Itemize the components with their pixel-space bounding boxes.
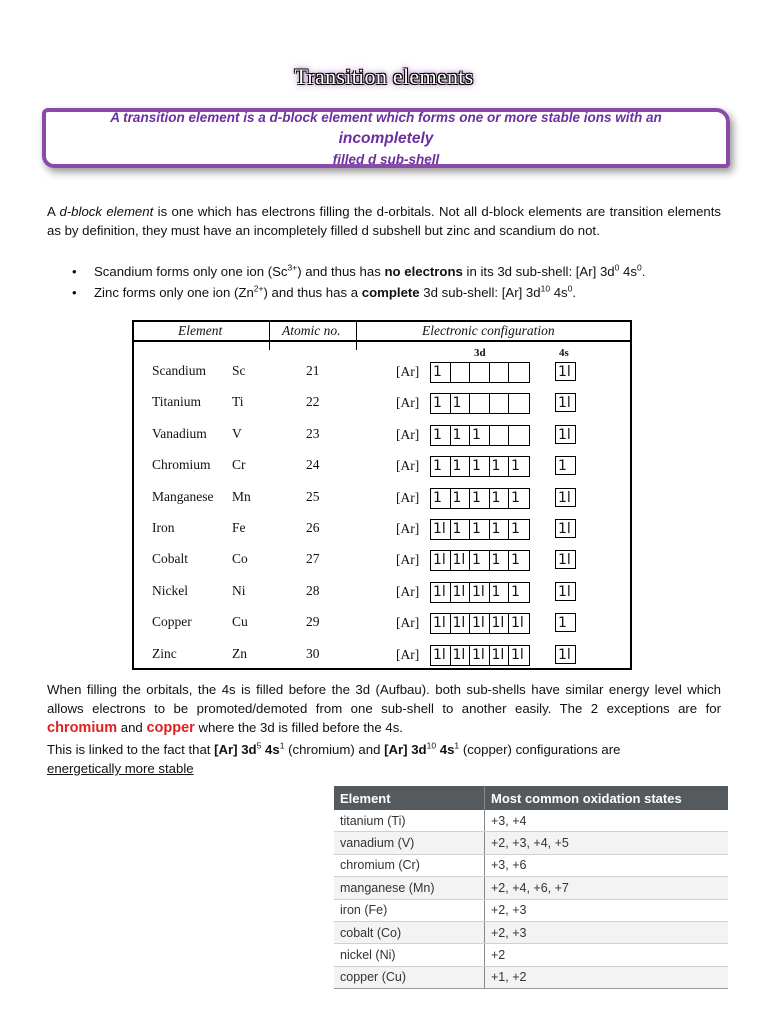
header-element: Element xyxy=(334,786,485,810)
oxidation-cell: +3, +4 xyxy=(485,810,729,832)
atomic-number: 28 xyxy=(306,582,320,598)
orbital-3d-box: 1l xyxy=(490,646,510,665)
element-cell: manganese (Mn) xyxy=(334,877,485,899)
orbital-3d-box: 1 xyxy=(451,394,471,413)
linked-s3: 10 xyxy=(426,740,437,751)
oxidation-row xyxy=(334,877,728,899)
linked-s2: 1 xyxy=(279,740,285,751)
orbital-3d-box xyxy=(470,394,490,413)
orbital-3d-box xyxy=(509,394,529,413)
oxidation-cell: +3, +6 xyxy=(485,854,729,876)
header-rule xyxy=(134,340,630,342)
orbital-3d-box: 1l xyxy=(451,646,471,665)
orbital-4s-box: 1l xyxy=(555,645,576,664)
definition-part2: filled d sub-shell xyxy=(332,151,440,167)
intro-a: A xyxy=(47,204,60,219)
linked-line2 xyxy=(47,759,307,778)
oxidation-row xyxy=(334,944,728,966)
orbital-3d-box: 1l xyxy=(431,646,451,665)
atomic-number: 27 xyxy=(306,551,320,567)
page-title: Transition elements xyxy=(294,64,474,89)
electron-configuration-table xyxy=(132,320,632,670)
b2-sup: 2+ xyxy=(253,283,264,294)
linked-s4b: 4s xyxy=(436,742,455,757)
bullet-list xyxy=(70,261,710,303)
element-name: Nickel xyxy=(152,582,188,598)
orbital-4s-box: 1l xyxy=(555,425,576,444)
config-row xyxy=(134,391,630,415)
orbital-3d-box: 1 xyxy=(431,426,451,445)
element-name: Titanium xyxy=(152,394,202,410)
linked-ar2: [Ar] 3d xyxy=(384,742,427,757)
orbital-3d-box: 1 xyxy=(490,551,510,570)
oxidation-states-table xyxy=(334,786,728,989)
filling-p2: where the 3d is filled before the 4s. xyxy=(194,720,403,735)
element-name: Chromium xyxy=(152,457,211,473)
argon-core: [Ar] xyxy=(396,646,420,662)
orbital-3d-box: 1 xyxy=(451,520,471,539)
element-cell: vanadium (V) xyxy=(334,832,485,854)
orbital-3d-box xyxy=(490,394,510,413)
orbital-3d-box: 1 xyxy=(431,394,451,413)
element-cell: cobalt (Co) xyxy=(334,921,485,943)
orbital-3d-boxes xyxy=(430,393,530,414)
definition-part1: A transition element is a d-block element which forms one or more stable ions with an xyxy=(110,109,662,125)
atomic-number: 26 xyxy=(306,520,320,535)
orbital-3d-box: 1l xyxy=(431,551,451,570)
linked-b: (chromium) and xyxy=(284,742,385,757)
header-atomic-no: Atomic no. xyxy=(282,323,341,338)
element-name: Scandium xyxy=(152,363,206,378)
orbital-3d-box: 1 xyxy=(470,551,490,570)
orbital-3d-box xyxy=(490,363,510,382)
argon-core: [Ar] xyxy=(396,458,420,474)
oxidation-cell: +2, +3 xyxy=(485,899,729,921)
oxidation-row xyxy=(334,899,728,921)
header-3d: 3d xyxy=(474,347,486,359)
b2-s1: 10 xyxy=(540,283,551,294)
element-name: Zinc xyxy=(152,645,177,661)
definition-box xyxy=(42,108,730,168)
element-cell: titanium (Ti) xyxy=(334,810,485,832)
orbital-3d-box xyxy=(451,363,471,382)
oxidation-cell: +2 xyxy=(485,944,729,966)
oxidation-row xyxy=(334,832,728,854)
element-symbol: Ni xyxy=(232,582,246,598)
d-block-term: d-block element xyxy=(59,204,154,219)
orbital-3d-box: 1 xyxy=(431,457,451,476)
orbital-3d-boxes xyxy=(430,362,530,383)
orbital-3d-box xyxy=(509,426,529,445)
b2-mid: ) and thus has a xyxy=(263,285,362,300)
orbital-3d-boxes xyxy=(430,456,530,477)
orbital-3d-box: 1 xyxy=(431,489,451,508)
b2-pre: Zinc forms only one ion (Zn xyxy=(94,285,254,300)
orbital-3d-box: 1 xyxy=(470,457,490,476)
column-divider xyxy=(269,322,270,350)
linked-a: This is linked to the fact that xyxy=(47,742,215,757)
linked-c: (copper) configurations are xyxy=(459,742,621,757)
element-name: Manganese xyxy=(152,488,214,504)
orbital-3d-box: 1 xyxy=(490,457,510,476)
atomic-number: 29 xyxy=(306,614,320,630)
b1-t2: . xyxy=(641,264,646,279)
config-row xyxy=(134,580,630,604)
orbital-3d-box xyxy=(470,363,490,382)
config-row xyxy=(134,548,630,572)
argon-core: [Ar] xyxy=(396,583,420,599)
header-electronic-configuration: Electronic configuration xyxy=(422,323,555,338)
orbital-3d-boxes xyxy=(430,613,530,634)
orbital-3d-box: 1l xyxy=(470,614,490,633)
oxidation-row xyxy=(334,921,728,943)
orbital-3d-boxes xyxy=(430,582,530,603)
b1-post: in its 3d sub-shell: [Ar] 3d xyxy=(462,264,615,279)
filling-and: and xyxy=(117,720,147,735)
orbital-3d-box: 1 xyxy=(511,552,520,569)
orbital-3d-box: 1l xyxy=(451,614,471,633)
element-symbol: Co xyxy=(232,551,248,567)
intro-paragraph xyxy=(47,202,721,240)
orbital-3d-boxes xyxy=(430,425,530,446)
element-symbol: Ti xyxy=(232,394,244,410)
oxidation-cell: +2, +4, +6, +7 xyxy=(485,877,729,899)
config-row xyxy=(134,517,630,541)
orbital-3d-box: 1l xyxy=(431,583,451,602)
config-row xyxy=(134,454,630,478)
b1-s1: 0 xyxy=(614,262,620,273)
element-name: Iron xyxy=(152,520,175,535)
b2-bold: complete xyxy=(361,285,420,300)
orbital-4s-box: 1 xyxy=(555,456,576,475)
orbital-4s-box: 1l xyxy=(555,362,576,381)
header-4s: 4s xyxy=(559,347,569,359)
orbital-3d-box: 1 xyxy=(470,426,490,445)
config-row xyxy=(134,423,630,447)
orbital-3d-boxes xyxy=(430,519,530,540)
config-row xyxy=(134,643,630,667)
element-cell: chromium (Cr) xyxy=(334,854,485,876)
element-symbol: Sc xyxy=(232,363,246,378)
oxidation-row xyxy=(334,854,728,876)
orbital-3d-box: 1 xyxy=(490,583,510,602)
b2-s2: 0 xyxy=(567,283,573,294)
orbital-3d-box: 1 xyxy=(470,520,490,539)
b1-sup: 3+ xyxy=(287,262,298,273)
element-cell: iron (Fe) xyxy=(334,899,485,921)
argon-core: [Ar] xyxy=(396,615,420,631)
orbital-3d-box: 1 xyxy=(511,489,520,506)
orbital-3d-box: 1 xyxy=(470,489,490,508)
atomic-number: 24 xyxy=(306,457,320,473)
element-symbol: Cr xyxy=(232,457,246,473)
orbital-3d-box: 1 xyxy=(490,489,510,508)
header-oxidation-states: Most common oxidation states xyxy=(485,786,729,810)
linked-s1: 5 xyxy=(256,740,262,751)
oxidation-cell: +1, +2 xyxy=(485,966,729,988)
orbital-3d-boxes xyxy=(430,550,530,571)
element-symbol: Fe xyxy=(232,520,246,535)
b1-pre: Scandium forms only one ion (Sc xyxy=(94,264,288,279)
atomic-number: 30 xyxy=(306,645,320,661)
orbital-3d-box: 1l xyxy=(431,520,451,539)
orbital-3d-box: 1l xyxy=(470,646,490,665)
definition-text xyxy=(64,107,708,170)
orbital-3d-box: 1l xyxy=(431,614,451,633)
linked-ar1: [Ar] 3d xyxy=(214,742,257,757)
orbital-4s-box: 1l xyxy=(555,393,576,412)
config-row xyxy=(134,360,630,384)
argon-core: [Ar] xyxy=(396,552,420,568)
orbital-3d-box xyxy=(509,363,529,382)
argon-core: [Ar] xyxy=(396,489,420,505)
element-name: Vanadium xyxy=(152,425,207,441)
oxidation-row xyxy=(334,966,728,988)
column-divider xyxy=(356,322,357,350)
b1-bold: no electrons xyxy=(384,264,463,279)
element-name: Copper xyxy=(152,614,192,630)
config-row xyxy=(134,611,630,635)
bullet-scandium xyxy=(70,261,710,282)
orbital-4s-box: 1l xyxy=(555,550,576,569)
orbital-3d-box: 1 xyxy=(490,520,510,539)
orbital-3d-box xyxy=(490,426,510,445)
orbital-4s-box: 1 xyxy=(555,613,576,632)
argon-core: [Ar] xyxy=(396,395,420,411)
filling-paragraph xyxy=(47,680,721,738)
orbital-3d-box: 1l xyxy=(470,583,490,602)
orbital-3d-box: 1 xyxy=(451,426,471,445)
element-cell: copper (Cu) xyxy=(334,966,485,988)
orbital-3d-box: 1 xyxy=(511,458,520,475)
atomic-number: 21 xyxy=(306,363,320,378)
b1-mid: ) and thus has xyxy=(297,264,385,279)
orbital-3d-box: 1 xyxy=(511,583,520,600)
energetically-stable-underline: energetically more stable xyxy=(47,761,194,776)
element-symbol: Zn xyxy=(232,645,247,661)
stability-paragraph xyxy=(47,740,721,778)
linked-s4a: 4s xyxy=(261,742,280,757)
oxidation-row xyxy=(334,810,728,832)
orbital-3d-box: 1 xyxy=(451,489,471,508)
element-symbol: Mn xyxy=(232,488,251,504)
linked-s4: 1 xyxy=(454,740,460,751)
orbital-3d-box: 1l xyxy=(451,583,471,602)
element-name: Cobalt xyxy=(152,551,188,567)
orbital-4s-box: 1l xyxy=(555,519,576,538)
orbital-3d-box: 1l xyxy=(511,646,524,663)
b2-post: 3d sub-shell: [Ar] 3d xyxy=(419,285,541,300)
b1-t1: 4s xyxy=(619,264,637,279)
argon-core: [Ar] xyxy=(396,364,420,379)
oxidation-cell: +2, +3, +4, +5 xyxy=(485,832,729,854)
orbital-3d-box: 1l xyxy=(451,551,471,570)
orbital-3d-box: 1 xyxy=(451,457,471,476)
orbital-4s-box: 1l xyxy=(555,582,576,601)
element-cell: nickel (Ni) xyxy=(334,944,485,966)
orbital-3d-box: 1l xyxy=(490,614,510,633)
argon-core: [Ar] xyxy=(396,521,420,536)
b1-s2: 0 xyxy=(636,262,642,273)
orbital-3d-boxes xyxy=(430,488,530,509)
header-element: Element xyxy=(178,323,223,338)
intro-b: is one which has electrons filling the d-orbitals. Not all d-block elements are transition elements as by definition, they must have an incompletely filled d subshell but zinc and scandium do not. xyxy=(47,204,722,238)
filling-p1: When filling the orbitals, the 4s is filled before the 3d (Aufbau). both sub-shells have similar energy level which allows electrons to be promoted/demoted from one sub-shell to another easily. The 2 exceptions are for xyxy=(47,682,721,716)
b2-t1: 4s xyxy=(550,285,568,300)
bullet-zinc xyxy=(70,282,710,303)
atomic-number: 22 xyxy=(306,394,320,410)
definition-emphasis: incompletely xyxy=(338,129,434,147)
element-symbol: V xyxy=(232,425,242,441)
orbital-3d-box: 1 xyxy=(511,521,520,537)
b2-t2: . xyxy=(572,285,577,300)
orbital-3d-boxes xyxy=(430,645,530,666)
oxidation-table-body xyxy=(334,810,728,989)
argon-core: [Ar] xyxy=(396,426,420,442)
orbital-3d-box: 1l xyxy=(511,615,524,632)
atomic-number: 25 xyxy=(306,488,320,504)
chromium-highlight: chromium xyxy=(47,720,118,736)
element-symbol: Cu xyxy=(232,614,248,630)
atomic-number: 23 xyxy=(306,425,320,441)
copper-highlight: copper xyxy=(146,720,195,736)
orbital-3d-box: 1 xyxy=(431,363,451,382)
orbital-4s-box: 1l xyxy=(555,488,576,507)
config-row xyxy=(134,486,630,510)
oxidation-cell: +2, +3 xyxy=(485,921,729,943)
